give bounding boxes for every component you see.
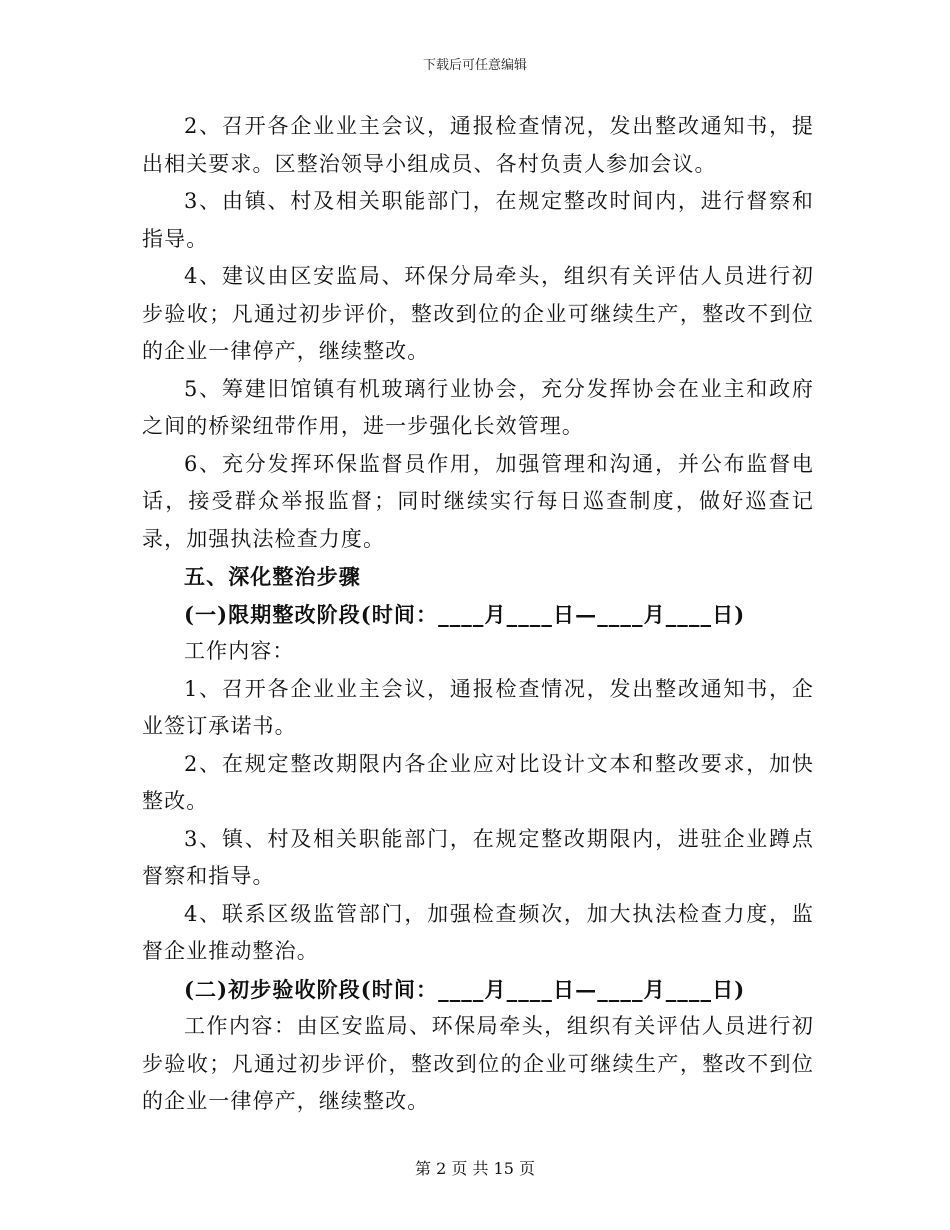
section-heading: 五、深化整治步骤	[184, 564, 361, 589]
work-content-paragraph: 工作内容：由区安监局、环保局牵头，组织有关评估人员进行初步验收；凡通过初步评价，整改到位的企业可继续生产，整改不到位的企业一律停产，继续整改。	[142, 1014, 814, 1113]
step-item-3: 3、镇、村及相关职能部门，在规定整改期限内，进驻企业蹲点督察和指导。	[142, 826, 814, 888]
step-item-1: 1、召开各企业业主会议，通报检查情况，发出整改通知书，企业签订承诺书。	[142, 676, 814, 738]
document-body	[142, 108, 814, 1121]
paragraph-item-5: 5、筹建旧馆镇有机玻璃行业协会，充分发挥协会在业主和政府之间的桥梁纽带作用，进一步强化长效管理。	[142, 376, 814, 438]
paragraph-item-2: 2、召开各企业业主会议，通报检查情况，发出整改通知书，提出相关要求。区整治领导小组成员、各村负责人参加会议。	[142, 114, 814, 176]
step-item-2: 2、在规定整改期限内各企业应对比设计文本和整改要求，加快整改。	[142, 751, 814, 813]
paragraph-item-3: 3、由镇、村及相关职能部门，在规定整改时间内，进行督察和指导。	[142, 189, 814, 251]
page-number: 第 2 页 共 15 页	[415, 1159, 535, 1178]
subsection-heading-2: (二)初步验收阶段(时间：____月____日—____月____日)	[184, 976, 746, 1002]
paragraph-item-6: 6、充分发挥环保监督员作用，加强管理和沟通，并公布监督电话，接受群众举报监督；同时继续实行每日巡查制度，做好巡查记录，加强执法检查力度。	[142, 451, 814, 551]
step-item-4: 4、联系区级监管部门，加强检查频次，加大执法检查力度，监督企业推动整治。	[142, 901, 814, 963]
paragraph-item-4: 4、建议由区安监局、环保分局牵头，组织有关评估人员进行初步验收；凡通过初步评价，整改到位的企业可继续生产，整改不到位的企业一律停产，继续整改。	[142, 264, 814, 363]
header-note: 下载后可任意编辑	[422, 58, 527, 73]
subsection-heading-1: (一)限期整改阶段(时间：____月____日—____月____日)	[184, 601, 746, 627]
work-content-label: 工作内容：	[184, 639, 295, 663]
